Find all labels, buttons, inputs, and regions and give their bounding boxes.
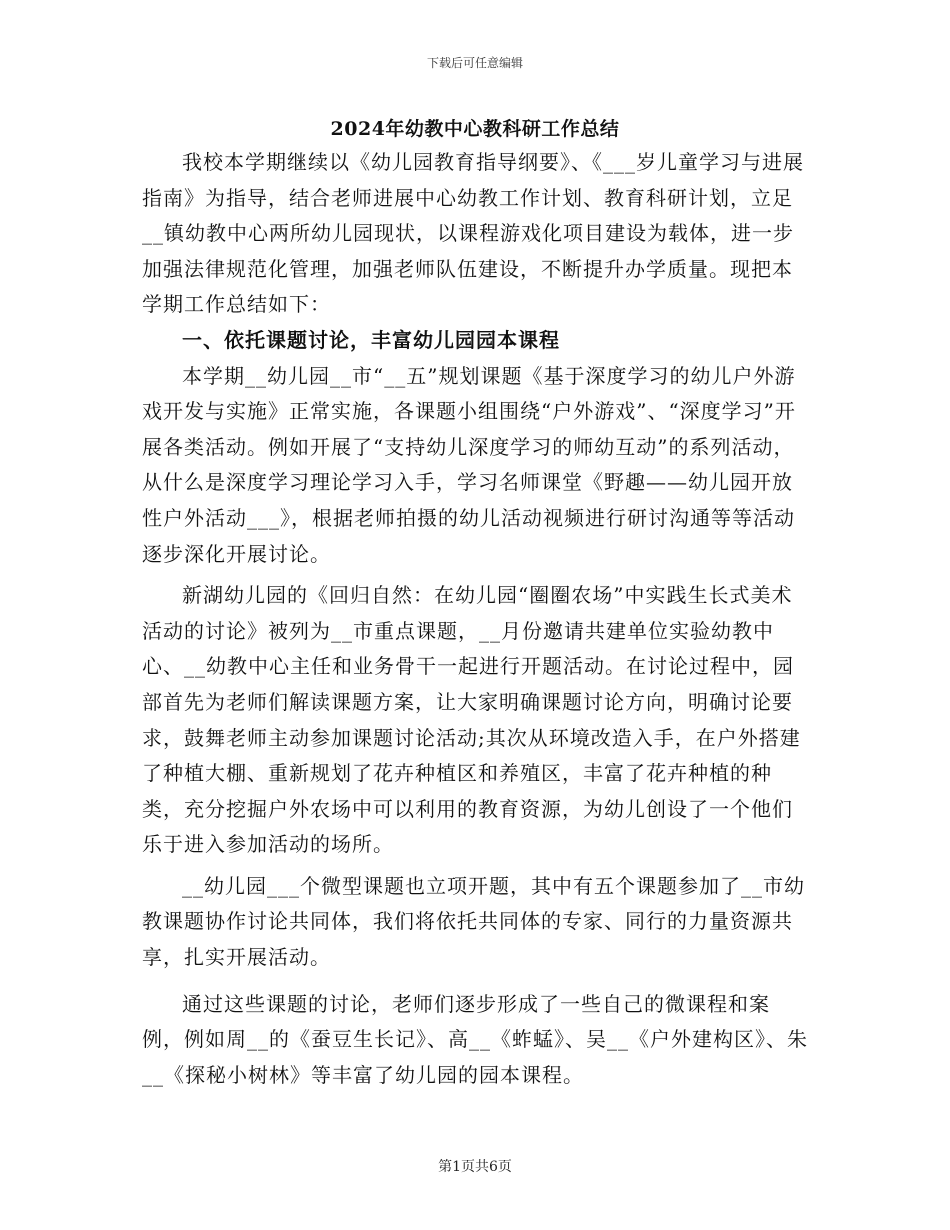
paragraph-3: __幼儿园___个微型课题也立项开题，其中有五个课题参加了__市幼教课题协作讨论共同体，我们将依托共同体的专家、同行的力量资源共享，扎实开展活动。 [142,873,805,970]
document-title: 2024年幼教中心教科研工作总结 [330,118,620,140]
document-body [142,145,810,1093]
intro-paragraph: 我校本学期继续以《幼儿园教育指导纲要》、《___岁儿童学习与进展指南》为指导，结合老师进展中心幼教工作计划、教育科研计划，立足__镇幼教中心两所幼儿园现状，以课程游戏化项目建设为载体，进一步加强法律规范化管理，加强老师队伍建设，不断提升办学质量。现把本学期工作总结如下： [142,150,804,317]
header-note: 下载后可任意编辑 [426,56,523,70]
paragraph-2: 新湖幼儿园的《回归自然：在幼儿园“圈圈农场”中实践生长式美术活动的讨论》被列为__市重点课题，__月份邀请共建单位实验幼教中心、__幼教中心主任和业务骨干一起进行开题活动。在讨论过程中，园部首先为老师们解读课题方案，让大家明确课题讨论方向，明确讨论要求，鼓舞老师主动参加课题讨论活动;其次从环境改造入手，在户外搭建了种植大棚、重新规划了花卉种植区和养殖区，丰富了花卉种植的种类，充分挖掘户外农场中可以利用的教育资源，为幼儿创设了一个他们乐于进入参加活动的场所。 [142,583,801,857]
page-footer: 第1页共6页 [438,1159,512,1175]
paragraph-1: 本学期__幼儿园__市“__五”规划课题《基于深度学习的幼儿户外游戏开发与实施》正常实施，各课题小组围绕“户外游戏”、“深度学习”开展各类活动。例如开展了“支持幼儿深度学习的师幼互动”的系列活动，从什么是深度学习理论学习入手，学习名师课堂《野趣——幼儿园开放性户外活动___》，根据老师拍摄的幼儿活动视频进行研讨沟通等等活动逐步深化开展讨论。 [142,363,796,566]
section-heading-1: 一、依托课题讨论，丰富幼儿园园本课程 [182,327,560,352]
paragraph-4: 通过这些课题的讨论，老师们逐步形成了一些自己的微课程和案例，例如周__的《蚕豆生长记》、高__《蚱蜢》、吴__《户外建构区》、朱__《探秘小树林》等丰富了幼儿园的园本课程。 [142,991,808,1087]
